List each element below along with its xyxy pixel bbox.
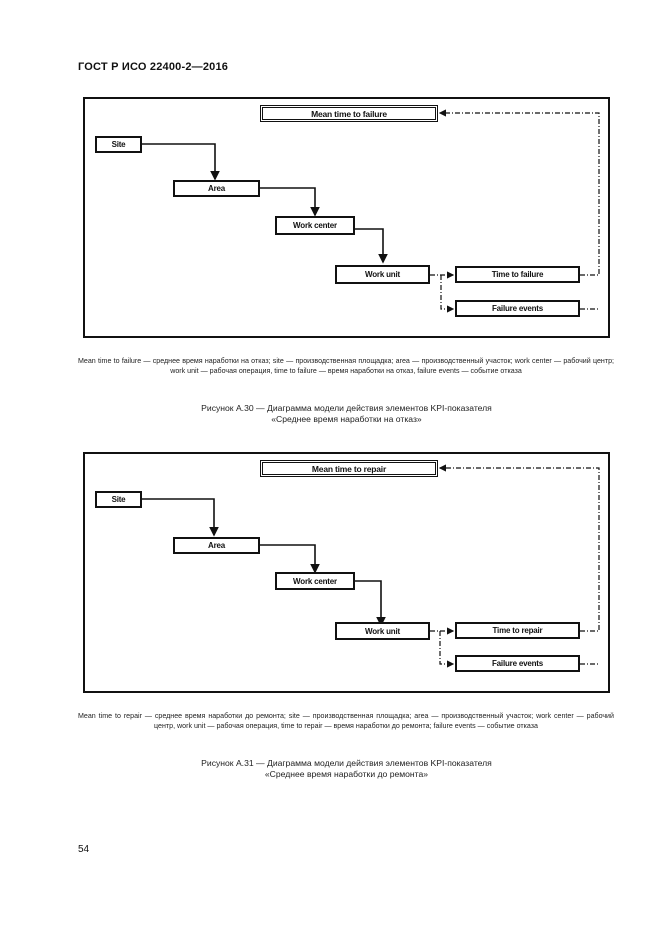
figure-a31-legend: Mean time to repair — среднее время наработки до ремонта; site — производственная площадка; area — производственный участок; work center — рабочий центр, work unit — рабочая операция, time to repair — время наработки до ремонта; failure events — событие отказа bbox=[78, 712, 614, 730]
area-box: Area bbox=[173, 180, 260, 197]
figure-a30-diagram bbox=[83, 97, 610, 338]
caption-line-1: Рисунок А.30 — Диаграмма модели действия элементов KPI-показателя bbox=[201, 403, 492, 413]
caption-line-2: «Среднее время наработки до ремонта» bbox=[264, 769, 429, 779]
document-header: ГОСТ Р ИСО 22400-2—2016 bbox=[78, 61, 229, 73]
work-center-box: Work center bbox=[275, 216, 355, 235]
time-to-failure-box: Time to failure bbox=[455, 266, 580, 283]
failure-events-box: Failure events bbox=[455, 300, 580, 317]
site-box: Site bbox=[95, 491, 142, 508]
mean-time-to-failure-box: Mean time to failure bbox=[260, 105, 438, 122]
failure-events-box: Failure events bbox=[455, 655, 580, 672]
time-to-repair-box: Time to repair bbox=[455, 622, 580, 639]
work-unit-box: Work unit bbox=[335, 622, 430, 640]
figure-a31-caption bbox=[83, 758, 610, 780]
caption-line-2: «Среднее время наработки на отказ» bbox=[271, 414, 422, 424]
page-number: 54 bbox=[78, 844, 90, 855]
work-center-box: Work center bbox=[275, 572, 355, 590]
figure-a30-caption bbox=[83, 403, 610, 425]
caption-line-1: Рисунок А.31 — Диаграмма модели действия элементов KPI-показателя bbox=[201, 758, 492, 768]
figure-a31-diagram bbox=[83, 452, 610, 693]
work-unit-box: Work unit bbox=[335, 265, 430, 284]
mean-time-to-repair-box: Mean time to repair bbox=[260, 460, 438, 477]
site-box: Site bbox=[95, 136, 142, 153]
area-box: Area bbox=[173, 537, 260, 554]
figure-a30-legend: Mean time to failure — среднее время наработки на отказ; site — производственная площадка; area — производственный участок; work center — рабочий центр; work unit — рабочая операция, time to failure — время наработки на отказ, failure events — событие отказа bbox=[78, 357, 614, 375]
